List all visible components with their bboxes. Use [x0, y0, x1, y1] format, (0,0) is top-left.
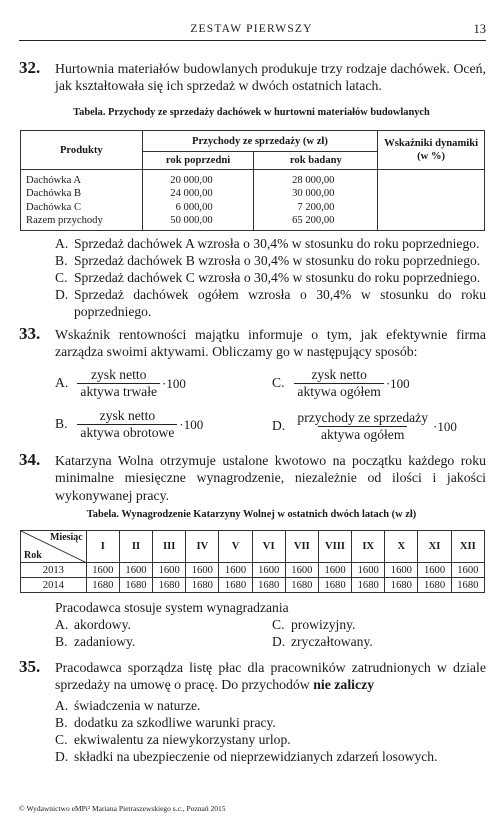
month-header: IV [186, 531, 219, 563]
curr-value: 28 000,00 [292, 175, 335, 186]
corner-label-month: Miesiąc [49, 532, 83, 543]
question-33-number: 33. [19, 324, 41, 343]
salary-cell: 1680 [318, 578, 351, 593]
salary-cell: 1680 [119, 578, 152, 593]
option-letter: C. [272, 617, 285, 632]
option-text: Sprzedaż dachówek ogółem wzrosła o 30,4% w stosunku do roku poprzedniego. [74, 287, 486, 320]
salary-cell: 1680 [385, 578, 418, 593]
q35-option-a [55, 697, 200, 714]
multiplier: ·100 [385, 375, 410, 391]
curr-value: 7 200,00 [297, 201, 335, 213]
prev-value: 24 000,00 [170, 188, 213, 200]
dynamics-cell-empty [378, 170, 485, 231]
multiplier: ·100 [433, 418, 457, 434]
numerator: zysk netto [99, 408, 156, 423]
denominator: aktywa ogółem [318, 426, 407, 443]
page-number: 13 [473, 22, 486, 36]
table-row [21, 563, 485, 578]
q35-option-d [55, 748, 437, 765]
option-text: Sprzedaż dachówek B wzrosła o 30,4% w stosunku do roku poprzedniego. [74, 253, 481, 268]
month-header: VIII [318, 531, 351, 563]
option-letter: B. [55, 415, 68, 431]
q32-option-b [55, 252, 490, 269]
product-name: Dachówka A [26, 175, 82, 186]
copyright-footer: © Wydawnictwo eMPi² Mariana Pietraszewskiego s.c., Poznań 2015 [19, 804, 226, 813]
q33-option-a [55, 367, 186, 400]
multiplier: ·100 [162, 375, 186, 391]
salary-cell: 1600 [186, 563, 219, 578]
formula-fraction [77, 367, 160, 400]
option-text: dodatku za szkodliwe warunki pracy. [74, 715, 276, 730]
month-header: XII [451, 531, 484, 563]
salary-cell: 1680 [252, 578, 285, 593]
salary-cell: 1680 [352, 578, 385, 593]
header-rule [19, 40, 486, 41]
salary-cell: 1600 [153, 563, 186, 578]
option-letter: D. [55, 287, 69, 302]
prev-value: 6 000,00 [175, 201, 213, 213]
salary-cell: 1600 [451, 563, 484, 578]
q32-table-caption: Tabela. Przychody ze sprzedaży dachówek w hurtowni materiałów budowlanych [73, 107, 430, 118]
option-letter: C. [55, 732, 68, 747]
salary-cell: 1600 [252, 563, 285, 578]
month-header: XI [418, 531, 451, 563]
question-32-number: 32. [19, 58, 41, 77]
prev-values-cell [142, 170, 254, 231]
q34-option-c [272, 616, 355, 633]
question-35-text [55, 659, 486, 694]
th-dynamics [378, 131, 485, 170]
question-34-text: Katarzyna Wolna otrzymuje ustalone kwotowo na początku każdego roku minimalne miesięczne wynagrodzenie, niezależnie od ilości i jakości wykonywanej pracy. [55, 453, 486, 503]
salary-cell: 1600 [219, 563, 252, 578]
question-35-text-main: Pracodawca sporządza listę płac dla pracowników zatrudnionych w dziale sprzedaży na umowę o pracę. Do przychodów [55, 660, 486, 693]
month-header: VII [285, 531, 318, 563]
year-cell: 2014 [21, 578, 87, 593]
formula-fraction [294, 367, 383, 400]
product-name: Dachówka B [26, 188, 82, 200]
q34-option-a [55, 616, 131, 633]
q32-option-d [55, 286, 486, 321]
option-letter: C. [55, 270, 68, 285]
option-text: Sprzedaż dachówek A wzrosła o 30,4% w stosunku do roku poprzedniego. [74, 236, 480, 251]
option-text: zryczałtowany. [291, 634, 373, 649]
option-text: prowizyjny. [291, 617, 356, 632]
salary-cell: 1680 [186, 578, 219, 593]
question-33-text: Wskaźnik rentowności majątku informuje o tym, jak efektywnie firma zarządza swoimi aktywami. Obliczamy go w następujący sposób: [55, 327, 486, 360]
option-text: zadaniowy. [74, 634, 136, 649]
q34-prompt: Pracodawca stosuje system wynagradzania [55, 600, 289, 615]
option-text: ekwiwalentu za niewykorzystany urlop. [74, 732, 291, 747]
q33-option-c [272, 367, 410, 400]
revenue-table [20, 130, 485, 231]
th-dynamics-label: Wskaźniki dynamiki [384, 138, 479, 149]
salary-table [20, 530, 485, 593]
salary-cell: 1600 [318, 563, 351, 578]
corner-cell [21, 531, 87, 563]
year-cell: 2013 [21, 563, 87, 578]
prev-value: 50 000,00 [170, 214, 213, 226]
products-cell [21, 170, 143, 231]
month-header: I [86, 531, 119, 563]
option-letter: A. [55, 617, 69, 632]
option-letter: B. [55, 253, 68, 268]
q32-option-a [55, 235, 490, 252]
formula-fraction [294, 410, 431, 443]
q33-option-d [272, 410, 457, 443]
option-letter: A. [55, 698, 69, 713]
q35-option-c [55, 731, 291, 748]
option-letter: B. [55, 715, 68, 730]
option-text: akordowy. [74, 617, 131, 632]
product-name: Dachówka C [26, 201, 82, 213]
option-text: składki na ubezpieczenie od nieprzewidzianych zdarzeń losowych. [74, 749, 438, 764]
month-header: V [219, 531, 252, 563]
denominator: aktywa ogółem [294, 383, 383, 400]
question-32-text: Hurtownia materiałów budowlanych produkuje trzy rodzaje dachówek. Oceń, jak kształtowała się ich sprzedaż w dwóch ostatnich latach. [55, 61, 486, 94]
formula-fraction [77, 408, 177, 441]
salary-cell: 1600 [285, 563, 318, 578]
table-row [21, 578, 485, 593]
salary-cell: 1600 [418, 563, 451, 578]
prev-value: 20 000,00 [170, 175, 213, 186]
question-34-number: 34. [19, 450, 41, 469]
option-letter: B. [55, 634, 68, 649]
numerator: zysk netto [90, 367, 147, 382]
salary-cell: 1680 [285, 578, 318, 593]
curr-value: 30 000,00 [292, 188, 335, 200]
option-text: świadczenia w naturze. [74, 698, 201, 713]
salary-cell: 1680 [86, 578, 119, 593]
option-letter: D. [272, 634, 286, 649]
month-header: III [153, 531, 186, 563]
curr-value: 65 200,00 [292, 214, 335, 226]
q33-option-b [55, 408, 203, 441]
salary-cell: 1600 [119, 563, 152, 578]
th-prev-year: rok poprzedni [142, 152, 254, 170]
numerator: zysk netto [311, 367, 367, 382]
product-name: Razem przychody [26, 214, 103, 226]
q34-table-caption: Tabela. Wynagrodzenie Katarzyny Wolnej w ostatnich dwóch latach (w zł) [86, 509, 417, 520]
q34-option-d [272, 633, 373, 650]
th-revenue: Przychody ze sprzedaży (w zł) [142, 131, 378, 152]
option-letter: D. [272, 417, 286, 433]
denominator: aktywa trwałe [77, 383, 160, 400]
salary-cell: 1680 [153, 578, 186, 593]
running-header-title: ZESTAW PIERWSZY [190, 23, 313, 35]
th-dynamics-unit: (w %) [417, 151, 446, 162]
q32-option-c [55, 269, 490, 286]
salary-cell: 1680 [451, 578, 484, 593]
option-letter: A. [55, 374, 69, 390]
salary-cell: 1600 [352, 563, 385, 578]
salary-cell: 1600 [86, 563, 119, 578]
q35-option-b [55, 714, 276, 731]
multiplier: ·100 [179, 416, 204, 432]
option-letter: D. [55, 749, 69, 764]
month-header: II [119, 531, 152, 563]
numerator: przychody ze sprzedaży [297, 410, 428, 425]
q34-option-b [55, 633, 135, 650]
month-header: IX [352, 531, 385, 563]
curr-values-cell [254, 170, 378, 231]
th-products: Produkty [21, 131, 143, 170]
th-curr-year: rok badany [254, 152, 378, 170]
question-35-text-emphasis: nie zaliczy [313, 677, 375, 693]
month-header: X [385, 531, 418, 563]
option-letter: A. [55, 236, 69, 251]
month-header: VI [252, 531, 285, 563]
option-text: Sprzedaż dachówek C wzrosła o 30,4% w stosunku do roku poprzedniego. [74, 270, 481, 285]
question-35-number: 35. [19, 657, 41, 676]
option-letter: C. [272, 374, 285, 390]
salary-cell: 1680 [418, 578, 451, 593]
salary-cell: 1600 [385, 563, 418, 578]
denominator: aktywa obrotowe [77, 424, 177, 441]
corner-label-year: Rok [24, 550, 42, 561]
salary-cell: 1680 [219, 578, 252, 593]
